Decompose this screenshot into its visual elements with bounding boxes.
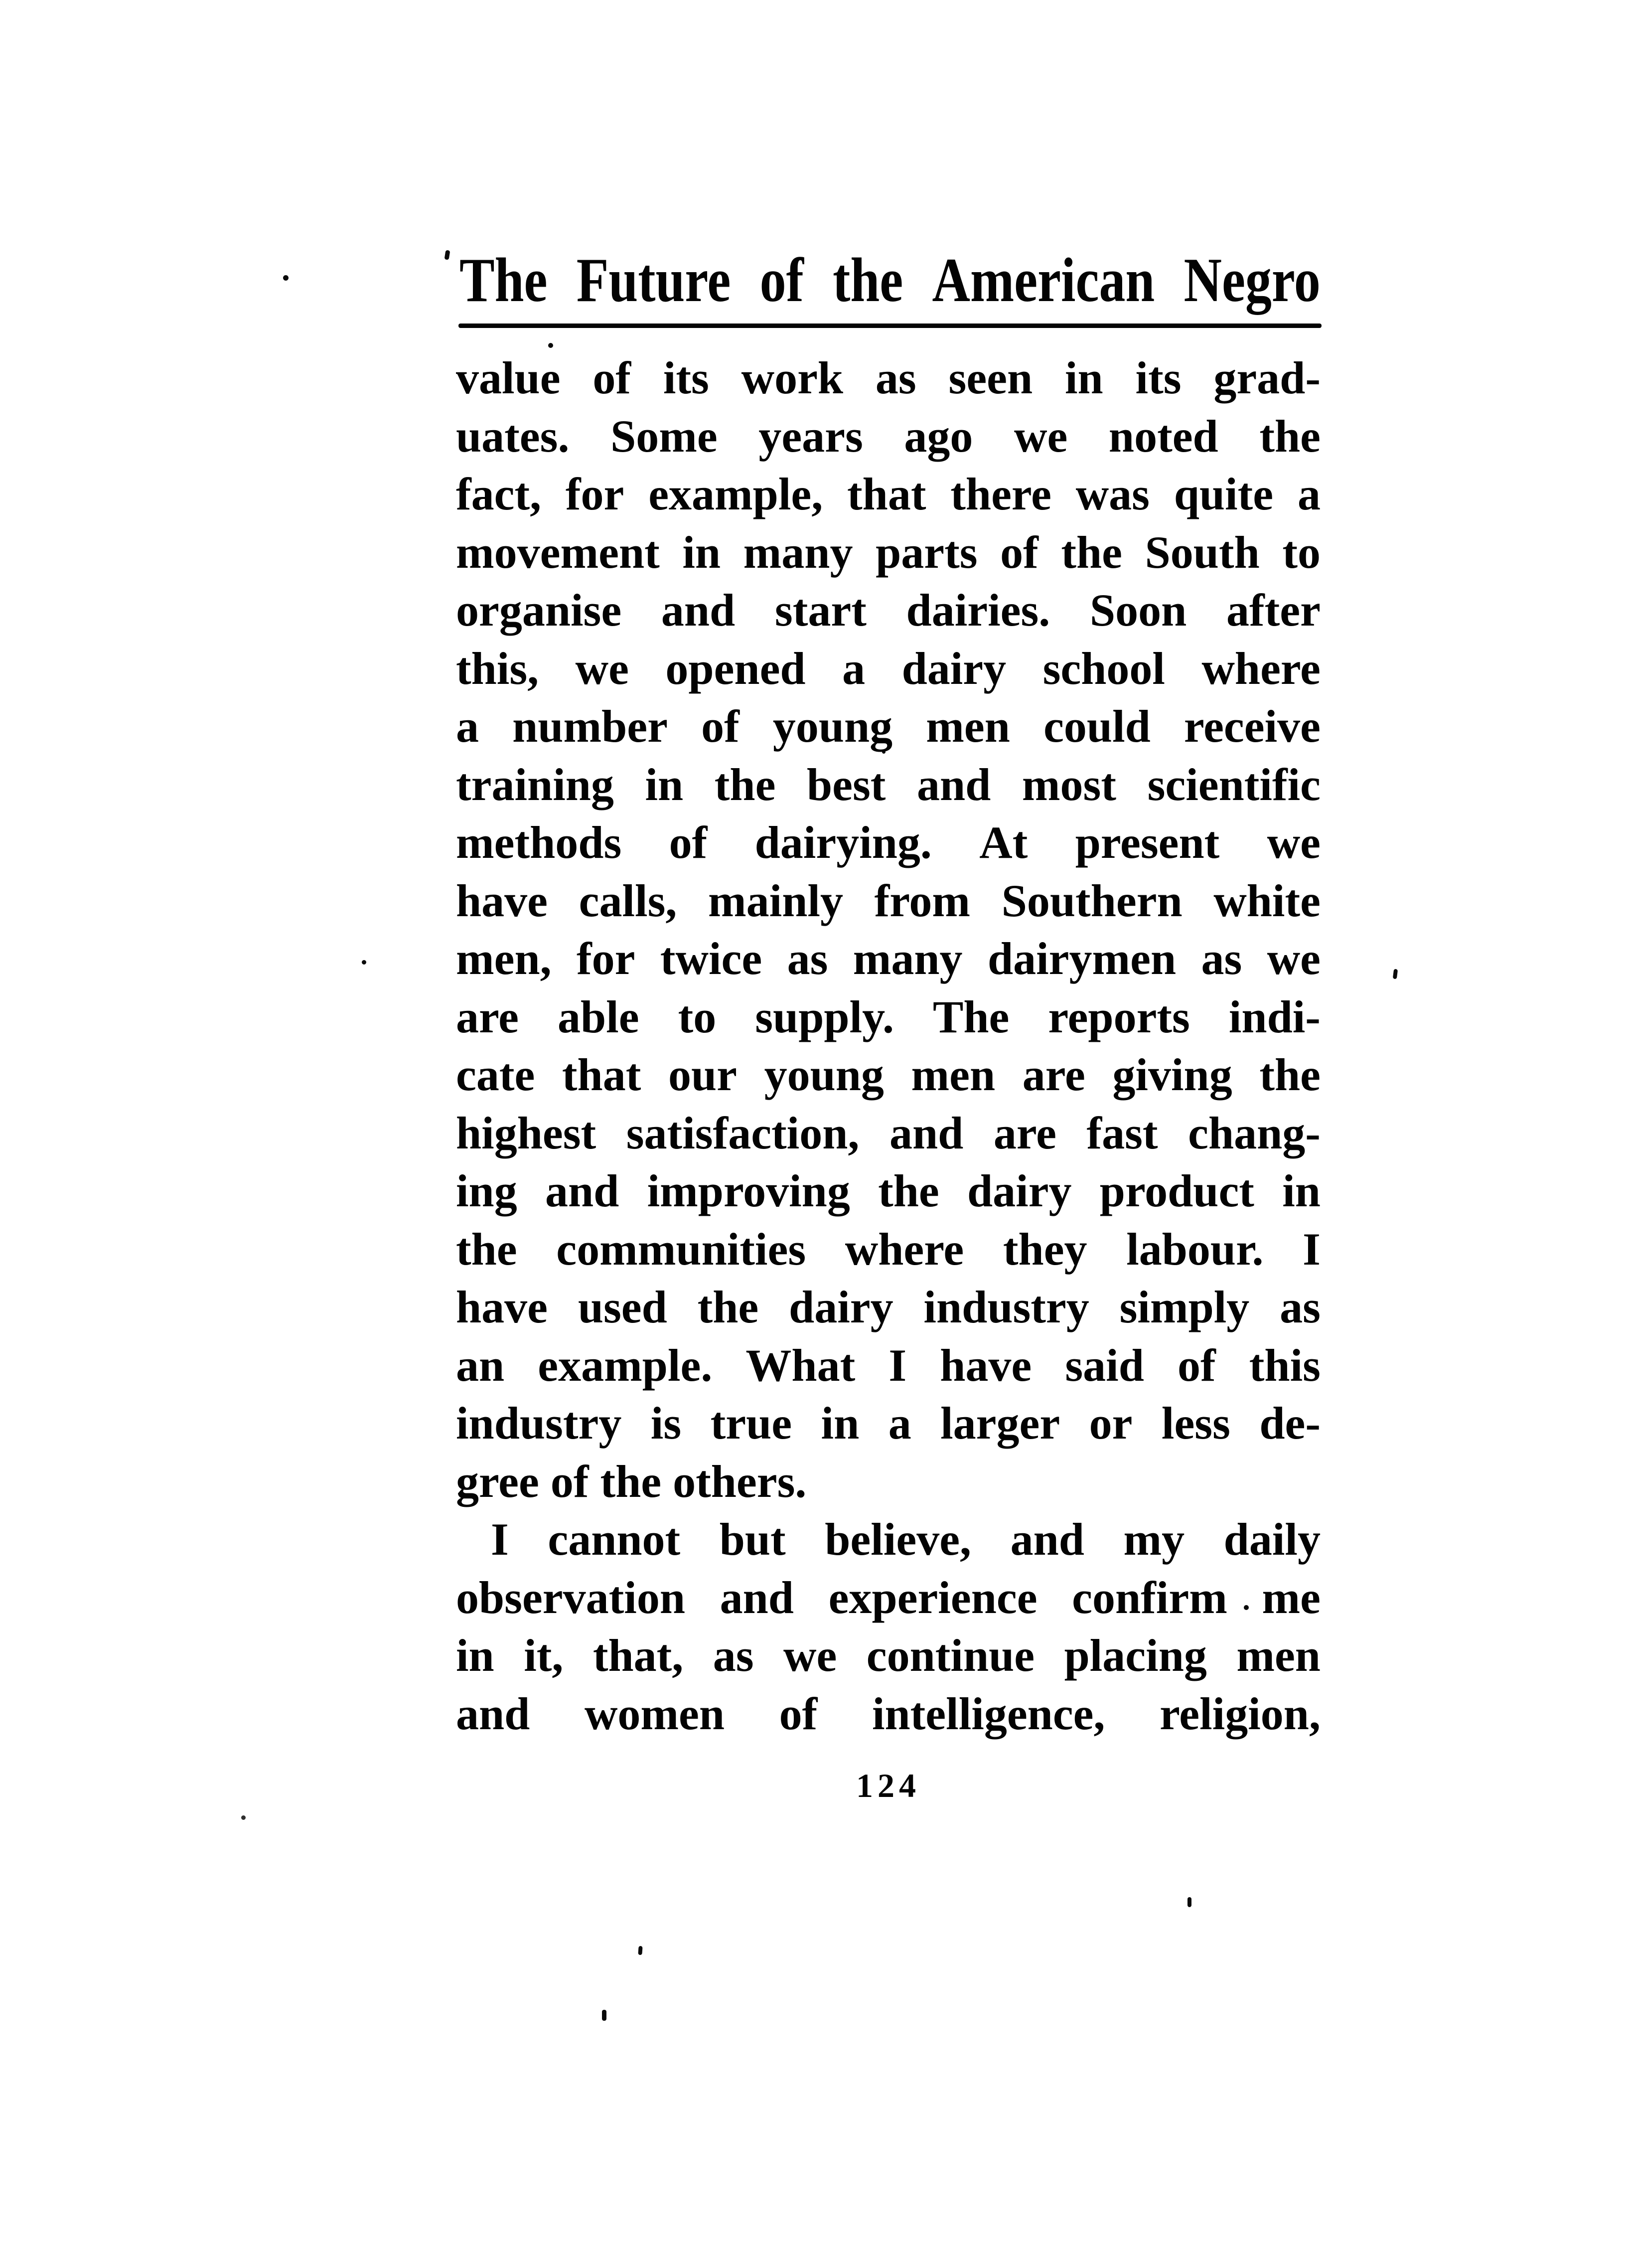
- word: reports: [1048, 991, 1190, 1042]
- text-line-24: [456, 1685, 1321, 1743]
- word: that: [847, 469, 926, 519]
- word: dairymen: [987, 933, 1177, 984]
- word: larger: [940, 1398, 1060, 1449]
- word: industry: [923, 1282, 1089, 1332]
- word: cannot: [548, 1514, 681, 1565]
- word: is: [650, 1398, 682, 1449]
- scan-speck: [1187, 1897, 1191, 1907]
- word: in: [821, 1398, 860, 1449]
- word: and: [1010, 1514, 1084, 1565]
- word: I: [491, 1514, 509, 1565]
- word: the: [697, 1282, 759, 1332]
- word: it,: [524, 1630, 564, 1681]
- word: receive: [1184, 701, 1321, 752]
- word: the: [833, 246, 903, 315]
- text-line-19: [456, 1394, 1321, 1453]
- word: for: [565, 469, 624, 519]
- word: we: [1014, 410, 1068, 462]
- word: our: [668, 1049, 737, 1100]
- word: are: [1022, 1049, 1085, 1100]
- word: a: [456, 701, 479, 752]
- word: in: [456, 1630, 494, 1681]
- word: women: [584, 1688, 725, 1739]
- word: men: [1236, 1630, 1321, 1681]
- text-line-16: [456, 1220, 1321, 1279]
- word: this,: [456, 643, 539, 694]
- text-line-2: [456, 407, 1321, 466]
- word: we: [1267, 817, 1321, 868]
- word: product: [1099, 1165, 1254, 1216]
- word: quite: [1174, 469, 1274, 519]
- text-line-11: [456, 930, 1321, 988]
- word: the: [878, 1165, 939, 1216]
- word: in: [682, 526, 721, 578]
- word: and: [889, 1107, 964, 1158]
- word: confirm: [1072, 1572, 1227, 1623]
- word: satisfaction,: [626, 1107, 860, 1158]
- word: in: [1064, 352, 1103, 403]
- word: years: [758, 410, 863, 462]
- word: we: [783, 1630, 837, 1681]
- word: dairies.: [906, 585, 1050, 636]
- text-line-4: [456, 523, 1321, 582]
- word: an: [456, 1339, 505, 1391]
- word: after: [1226, 585, 1321, 636]
- text-line-17: [456, 1278, 1321, 1336]
- word: intelligence,: [872, 1688, 1105, 1739]
- word: for: [577, 933, 635, 984]
- scan-speck: [1393, 969, 1398, 979]
- word: but: [719, 1514, 786, 1565]
- word: labour.: [1126, 1223, 1264, 1275]
- word: fact,: [456, 469, 542, 519]
- word: number: [512, 701, 668, 752]
- word: able: [558, 991, 639, 1042]
- scan-speck: [362, 960, 366, 965]
- word: many: [743, 526, 853, 578]
- word: a: [1297, 469, 1321, 519]
- text-line-8: [456, 756, 1321, 814]
- word: grad-: [1213, 352, 1321, 403]
- word: most: [1022, 759, 1116, 810]
- word: South: [1145, 526, 1260, 578]
- word: Future: [576, 246, 731, 315]
- scan-speck: [241, 1815, 246, 1820]
- word: de-: [1259, 1398, 1321, 1449]
- word: the: [714, 759, 776, 810]
- word: I: [888, 1339, 907, 1391]
- text-line-20: gree of the others.: [456, 1456, 807, 1507]
- word: we: [1267, 933, 1321, 984]
- word: of: [669, 817, 708, 868]
- word: its: [1135, 352, 1182, 403]
- word: from: [874, 875, 971, 926]
- word: American: [932, 246, 1155, 315]
- word: we: [575, 643, 629, 694]
- page-header: [459, 243, 1321, 318]
- text-line-15: [456, 1162, 1321, 1220]
- word: chang-: [1188, 1107, 1321, 1158]
- word: young: [772, 701, 893, 752]
- word: giving: [1112, 1049, 1232, 1100]
- word: as: [713, 1630, 754, 1681]
- scan-speck: [283, 275, 289, 281]
- text-line-13: [456, 1046, 1321, 1104]
- word: used: [578, 1282, 667, 1332]
- text-line-23: [456, 1626, 1321, 1685]
- word: a: [888, 1398, 911, 1449]
- word: have: [456, 875, 548, 926]
- page-number: 124: [856, 1767, 920, 1804]
- word: of: [779, 1688, 818, 1739]
- word: example.: [538, 1339, 713, 1391]
- word: the: [1061, 526, 1122, 578]
- text-line-10: [456, 872, 1321, 930]
- word: as: [875, 352, 916, 403]
- word: placing: [1064, 1630, 1207, 1681]
- word: the: [456, 1223, 517, 1275]
- word: noted: [1108, 410, 1218, 462]
- text-line-5: [456, 581, 1321, 640]
- word: Negro: [1184, 246, 1321, 315]
- word: are: [456, 991, 519, 1042]
- word: believe,: [825, 1514, 972, 1565]
- word: its: [663, 352, 709, 403]
- scan-speck: [548, 343, 553, 348]
- word: that: [562, 1049, 641, 1100]
- word: the: [1259, 410, 1321, 462]
- text-line-3: [456, 465, 1321, 523]
- word: highest: [456, 1107, 596, 1158]
- word: true: [710, 1398, 792, 1449]
- word: could: [1043, 701, 1151, 752]
- scan-speck: [638, 1946, 642, 1955]
- word: to: [1282, 526, 1321, 578]
- word: men: [911, 1049, 996, 1100]
- word: that,: [592, 1630, 684, 1681]
- word: school: [1042, 643, 1165, 694]
- word: and: [661, 585, 736, 636]
- word: continue: [866, 1630, 1035, 1681]
- word: of: [759, 246, 804, 315]
- word: are: [993, 1107, 1056, 1158]
- word: as: [1280, 1282, 1321, 1332]
- word: value: [456, 352, 561, 403]
- word: opened: [665, 643, 806, 694]
- word: Soon: [1089, 585, 1187, 636]
- text-line-12: [456, 988, 1321, 1046]
- text-line-9: [456, 813, 1321, 872]
- text-line-22: [456, 1569, 1321, 1627]
- text-line-7: [456, 697, 1321, 756]
- word: young: [764, 1049, 884, 1100]
- word: and: [545, 1165, 619, 1216]
- word: the: [1259, 1049, 1321, 1100]
- word: in: [645, 759, 684, 810]
- word: twice: [660, 933, 762, 984]
- word: as: [787, 933, 828, 984]
- word: calls,: [579, 875, 677, 926]
- word: organise: [456, 585, 622, 636]
- word: Some: [610, 410, 718, 462]
- text-line-1: [456, 349, 1321, 407]
- word: my: [1123, 1514, 1185, 1565]
- word: men: [926, 701, 1010, 752]
- word: this: [1249, 1339, 1321, 1391]
- word: improving: [647, 1165, 850, 1216]
- scan-speck: [444, 250, 450, 260]
- word: as: [1201, 933, 1242, 984]
- running-header-title: [459, 243, 1321, 318]
- word: of: [1178, 1339, 1216, 1391]
- header-rule: [458, 324, 1322, 328]
- word: Southern: [1001, 875, 1183, 926]
- word: religion,: [1160, 1688, 1321, 1739]
- body-text: [456, 349, 1321, 1743]
- word: they: [1003, 1223, 1087, 1275]
- word: less: [1161, 1398, 1230, 1449]
- word: work: [741, 352, 844, 403]
- word: was: [1075, 469, 1150, 519]
- text-line-18: [456, 1336, 1321, 1395]
- word: experience: [828, 1572, 1037, 1623]
- word: best: [807, 759, 886, 810]
- word: to: [678, 991, 717, 1042]
- scan-speck: [602, 2010, 606, 2021]
- word: ing: [456, 1165, 517, 1216]
- word: white: [1213, 875, 1321, 926]
- word: training: [456, 759, 614, 810]
- word: The: [933, 991, 1010, 1042]
- word: example,: [648, 469, 823, 519]
- word: communities: [556, 1223, 806, 1275]
- word: dairy: [789, 1282, 893, 1332]
- word: simply: [1119, 1282, 1250, 1332]
- word: The: [459, 246, 548, 315]
- word: where: [1201, 643, 1321, 694]
- word: there: [950, 469, 1051, 519]
- word: movement: [456, 526, 660, 578]
- word: ago: [904, 410, 973, 462]
- word: I: [1303, 1223, 1321, 1275]
- word: What: [745, 1339, 856, 1391]
- word: At: [979, 817, 1028, 868]
- word: industry: [456, 1398, 622, 1449]
- word: seen: [948, 352, 1033, 403]
- word: observation: [456, 1572, 685, 1623]
- word: of: [1000, 526, 1038, 578]
- word: methods: [456, 817, 622, 868]
- word: supply.: [755, 991, 894, 1042]
- word: parts: [876, 526, 978, 578]
- word: and: [720, 1572, 794, 1623]
- word: start: [774, 585, 867, 636]
- word: cate: [456, 1049, 535, 1100]
- text-line-14: [456, 1104, 1321, 1162]
- word: where: [845, 1223, 964, 1275]
- word: daily: [1223, 1514, 1321, 1565]
- word: have: [456, 1282, 548, 1332]
- word: many: [853, 933, 963, 984]
- word: indi-: [1228, 991, 1321, 1042]
- word: present: [1075, 817, 1220, 868]
- word: me: [1262, 1572, 1321, 1623]
- word: mainly: [708, 875, 843, 926]
- word: fast: [1086, 1107, 1158, 1158]
- word: a: [842, 643, 866, 694]
- word: in: [1282, 1165, 1321, 1216]
- word: dairy: [901, 643, 1007, 694]
- word: and: [456, 1688, 530, 1739]
- word: scientific: [1147, 759, 1321, 810]
- word: of: [701, 701, 740, 752]
- word: said: [1065, 1339, 1144, 1391]
- word: dairying.: [754, 817, 932, 868]
- word: of: [592, 352, 631, 403]
- word: or: [1089, 1398, 1133, 1449]
- word: and: [917, 759, 991, 810]
- word: dairy: [967, 1165, 1072, 1216]
- word: uates.: [456, 410, 570, 462]
- text-line-6: [456, 640, 1321, 698]
- text-line-21: [456, 1510, 1321, 1569]
- word: men,: [456, 933, 552, 984]
- word: have: [940, 1339, 1032, 1391]
